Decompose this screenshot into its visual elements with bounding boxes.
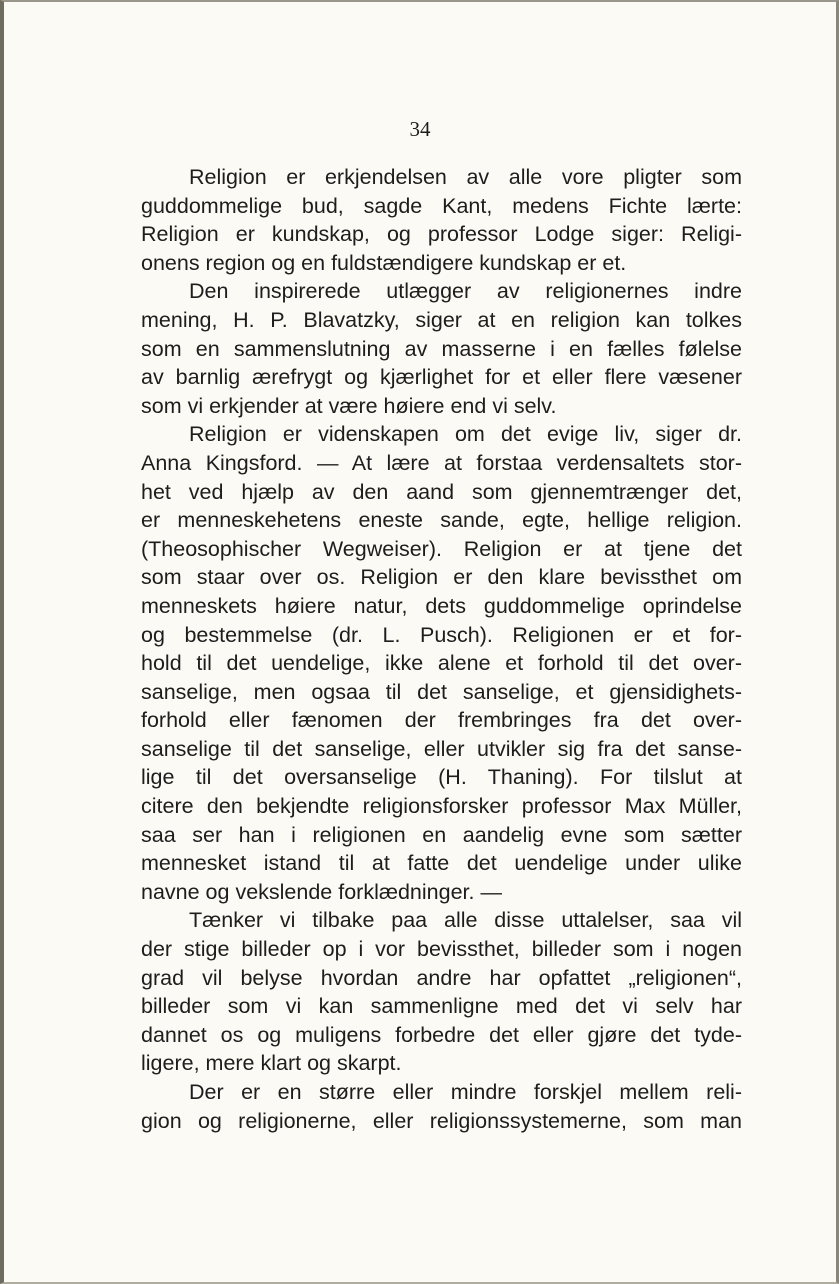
text-line: (Theosophischer Wegweiser). Religion er at tjene det [141, 536, 742, 561]
text-line: hold til det uendelige, ikke alene et forhold til det over- [141, 651, 742, 676]
text-line: er menneskehetens eneste sande, egte, hellige religion. [141, 508, 742, 533]
text-line: mennesket istand til at fatte det uendelige under ulike [141, 851, 742, 876]
page-number: 34 [409, 117, 431, 141]
text-line: lige til det oversanselige (H. Thaning). For tilslut at [141, 765, 742, 790]
text-line: menneskets høiere natur, dets guddommelige oprindelse [141, 593, 742, 618]
text-line: citere den bekjendte religionsforsker professor Max Müller, [141, 794, 742, 819]
text-line: Anna Kingsford. — At lære at forstaa verdensaltets stor- [141, 450, 742, 475]
text-line: som staar over os. Religion er den klare bevissthet om [141, 565, 742, 590]
text-line: sanselige til det sanselige, eller utvikler sig fra det sanse- [141, 736, 742, 761]
text-line: der stige billeder op i vor bevissthet, billeder som i nogen [141, 937, 742, 962]
text-line: saa ser han i religionen en aandelig evne som sætter [141, 822, 742, 847]
text-line: som vi erkjender at være høiere end vi selv. [141, 393, 557, 418]
text-line: Tænker vi tilbake paa alle disse uttalelser, saa vil [189, 908, 742, 933]
text-line: het ved hjælp av den aand som gjennemtrænger det, [141, 479, 742, 504]
text-line: Religion er erkjendelsen av alle vore pligter som [189, 165, 742, 189]
text-line: Der er en større eller mindre forskjel mellem reli- [189, 1080, 742, 1104]
text-line: forhold eller fænomen der frembringes fra det over- [141, 708, 742, 733]
text-line: som en sammenslutning av masserne i en fælles følelse [141, 336, 742, 361]
text-line: ligere, mere klart og skarpt. [141, 1051, 402, 1076]
text-line: av barnlig ærefrygt og kjærlighet for et eller flere væsener [141, 365, 742, 390]
body-text [141, 163, 742, 1135]
text-line: sanselige, men ogsaa til det sanselige, et gjensidighets- [141, 679, 742, 704]
text-line: Religion er kundskap, og professor Lodge siger: Religi- [141, 222, 742, 247]
text-line: dannet os og muligens forbedre det eller gjøre det tyde- [141, 1022, 742, 1047]
text-line: Den inspirerede utlægger av religionernes indre [189, 279, 742, 304]
text-line: Religion er videnskapen om det evige liv, siger dr. [189, 422, 742, 447]
text-line: grad vil belyse hvordan andre har opfattet „religionen“, [141, 965, 742, 990]
text-line: onens region og en fuldstændigere kundskap er et. [141, 250, 627, 275]
text-line: og bestemmelse (dr. L. Pusch). Religionen er et for- [141, 622, 742, 647]
text-line: mening, H. P. Blavatzky, siger at en religion kan tolkes [141, 307, 742, 332]
text-line: navne og vekslende forklædninger. — [141, 879, 502, 904]
text-line: guddommelige bud, sagde Kant, medens Fichte lærte: [141, 193, 742, 218]
text-line: gion og religionerne, eller religionssystemerne, som man [141, 1108, 742, 1133]
text-line: billeder som vi kan sammenligne med det vi selv har [141, 994, 742, 1019]
